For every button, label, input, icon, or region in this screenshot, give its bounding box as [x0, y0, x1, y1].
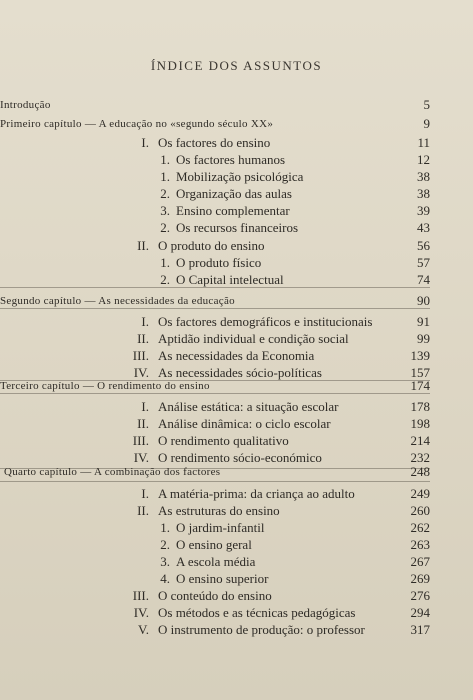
toc-entry [0, 238, 430, 254]
divider [0, 308, 430, 309]
entry-page: 263 [410, 537, 430, 552]
toc-entry [0, 605, 430, 621]
entry-label: Aptidão individual e condição social [158, 331, 349, 346]
toc-entry [0, 135, 430, 151]
entry-number: 4. [160, 571, 170, 586]
entry-page: 56 [417, 238, 430, 253]
entry-label: Os recursos financeiros [176, 220, 299, 235]
entry-number: 1. [160, 169, 170, 184]
toc-entry [0, 416, 430, 432]
entry-page: 39 [417, 203, 430, 218]
toc-entry [0, 588, 430, 604]
entry-page: 294 [410, 605, 430, 620]
entry-page: 74 [417, 272, 430, 287]
entry-label: O conteúdo do ensino [158, 588, 272, 603]
toc-intro-label: Introdução [0, 99, 51, 111]
toc-entry [0, 255, 430, 271]
entry-roman: I. [141, 399, 149, 414]
toc-entry [0, 220, 430, 236]
entry-page: 43 [417, 220, 430, 235]
entry-label: O ensino superior [176, 571, 269, 586]
entry-number: 1. [160, 152, 170, 167]
entry-page: 276 [410, 588, 430, 603]
entry-label: O ensino geral [176, 537, 252, 552]
entry-roman: IV. [133, 365, 149, 380]
entry-page: 99 [417, 331, 430, 346]
toc-entry [0, 520, 430, 536]
entry-page: 38 [417, 169, 430, 184]
entry-page: 260 [410, 503, 430, 518]
entry-page: 12 [417, 152, 430, 167]
entry-page: 232 [410, 450, 430, 465]
toc-entry [0, 152, 430, 168]
entry-number: 2. [160, 537, 170, 552]
toc-intro-page: 5 [423, 97, 430, 112]
entry-label: Os métodos e as técnicas pedagógicas [158, 605, 356, 620]
entry-label: As necessidades da Economia [158, 348, 315, 363]
entry-number: 2. [160, 186, 170, 201]
entry-label: O rendimento qualitativo [158, 433, 289, 448]
divider [0, 393, 430, 394]
entry-label: O rendimento sócio-económico [158, 450, 322, 465]
toc-entry [0, 203, 430, 219]
toc-entry [0, 272, 430, 288]
entry-page: 249 [410, 486, 430, 501]
toc-entry [0, 503, 430, 519]
entry-label: Análise estática: a situação escolar [158, 399, 339, 414]
divider [0, 481, 430, 482]
entry-label: Mobilização psicológica [176, 169, 304, 184]
chapter-2-page: 90 [417, 293, 430, 308]
toc-entry [0, 314, 430, 330]
entry-roman: I. [141, 486, 149, 501]
chapter-1-label: Primeiro capítulo — A educação no «segundo século XX» [0, 118, 274, 130]
toc-entry [0, 554, 430, 570]
entry-roman: III. [132, 433, 149, 448]
entry-page: 267 [410, 554, 430, 569]
entry-label: A matéria-prima: da criança ao adulto [158, 486, 355, 501]
entry-page: 91 [417, 314, 430, 329]
entry-page: 139 [410, 348, 430, 363]
toc-chapter-1 [0, 116, 430, 132]
entry-roman: II. [137, 238, 149, 253]
page-title: ÍNDICE DOS ASSUNTOS [150, 58, 323, 73]
chapter-4-page: 248 [410, 464, 430, 479]
entry-label: Os factores do ensino [158, 135, 271, 150]
entry-roman: II. [137, 503, 149, 518]
entry-page: 11 [417, 135, 430, 150]
toc-entry [0, 331, 430, 347]
toc-entry [0, 399, 430, 415]
entry-roman: IV. [133, 450, 149, 465]
entry-roman: I. [141, 135, 149, 150]
entry-label: Os factores demográficos e institucionais [158, 314, 373, 329]
entry-label: O Capital intelectual [176, 272, 284, 287]
entry-label: Os factores humanos [176, 152, 286, 167]
entry-page: 269 [410, 571, 430, 586]
chapter-1-page: 9 [423, 116, 430, 131]
entry-page: 157 [410, 365, 430, 380]
entry-label: Análise dinâmica: o ciclo escolar [158, 416, 331, 431]
entry-label: A escola média [176, 554, 256, 569]
entry-page: 262 [410, 520, 430, 535]
toc-chapter-3 [0, 378, 430, 394]
entry-label: Ensino complementar [176, 203, 290, 218]
entry-label: Organização das aulas [176, 186, 292, 201]
chapter-2-label: Segundo capítulo — As necessidades da educação [0, 295, 235, 307]
entry-number: 2. [160, 220, 170, 235]
entry-page: 178 [410, 399, 430, 414]
toc-chapter-4 [0, 464, 430, 480]
entry-number: 1. [160, 520, 170, 535]
entry-page: 198 [410, 416, 430, 431]
entry-number: 3. [160, 203, 170, 218]
toc-entry [0, 433, 430, 449]
entry-roman: III. [132, 588, 149, 603]
entry-page: 317 [410, 622, 430, 637]
divider [0, 287, 430, 288]
entry-label: O produto do ensino [158, 238, 265, 253]
toc-entry [0, 622, 430, 638]
entry-roman: II. [137, 416, 149, 431]
toc-chapter-2 [0, 293, 430, 309]
entry-page: 57 [417, 255, 430, 270]
toc-entry [0, 537, 430, 553]
entry-number: 3. [160, 554, 170, 569]
toc-entry [0, 186, 430, 202]
entry-page: 214 [410, 433, 430, 448]
toc-entry [0, 348, 430, 364]
entry-roman: II. [137, 331, 149, 346]
entry-label: O produto físico [176, 255, 262, 270]
entry-label: O jardim-infantil [176, 520, 265, 535]
entry-roman: I. [141, 314, 149, 329]
entry-page: 38 [417, 186, 430, 201]
entry-number: 1. [160, 255, 170, 270]
entry-number: 2. [160, 272, 170, 287]
entry-label: As necessidades sócio-políticas [158, 365, 322, 380]
toc-entry [0, 169, 430, 185]
entry-roman: V. [138, 622, 149, 637]
entry-label: As estruturas do ensino [158, 503, 280, 518]
toc-intro [0, 97, 430, 113]
chapter-3-page: 174 [410, 378, 430, 393]
entry-roman: IV. [133, 605, 149, 620]
chapter-3-label: Terceiro capítulo — O rendimento do ensino [0, 380, 210, 392]
toc-entry [0, 486, 430, 502]
entry-roman: III. [132, 348, 149, 363]
toc-entry [0, 571, 430, 587]
chapter-4-label: Quarto capítulo — A combinação dos factores [4, 466, 221, 478]
entry-label: O instrumento de produção: o professor [158, 622, 365, 637]
